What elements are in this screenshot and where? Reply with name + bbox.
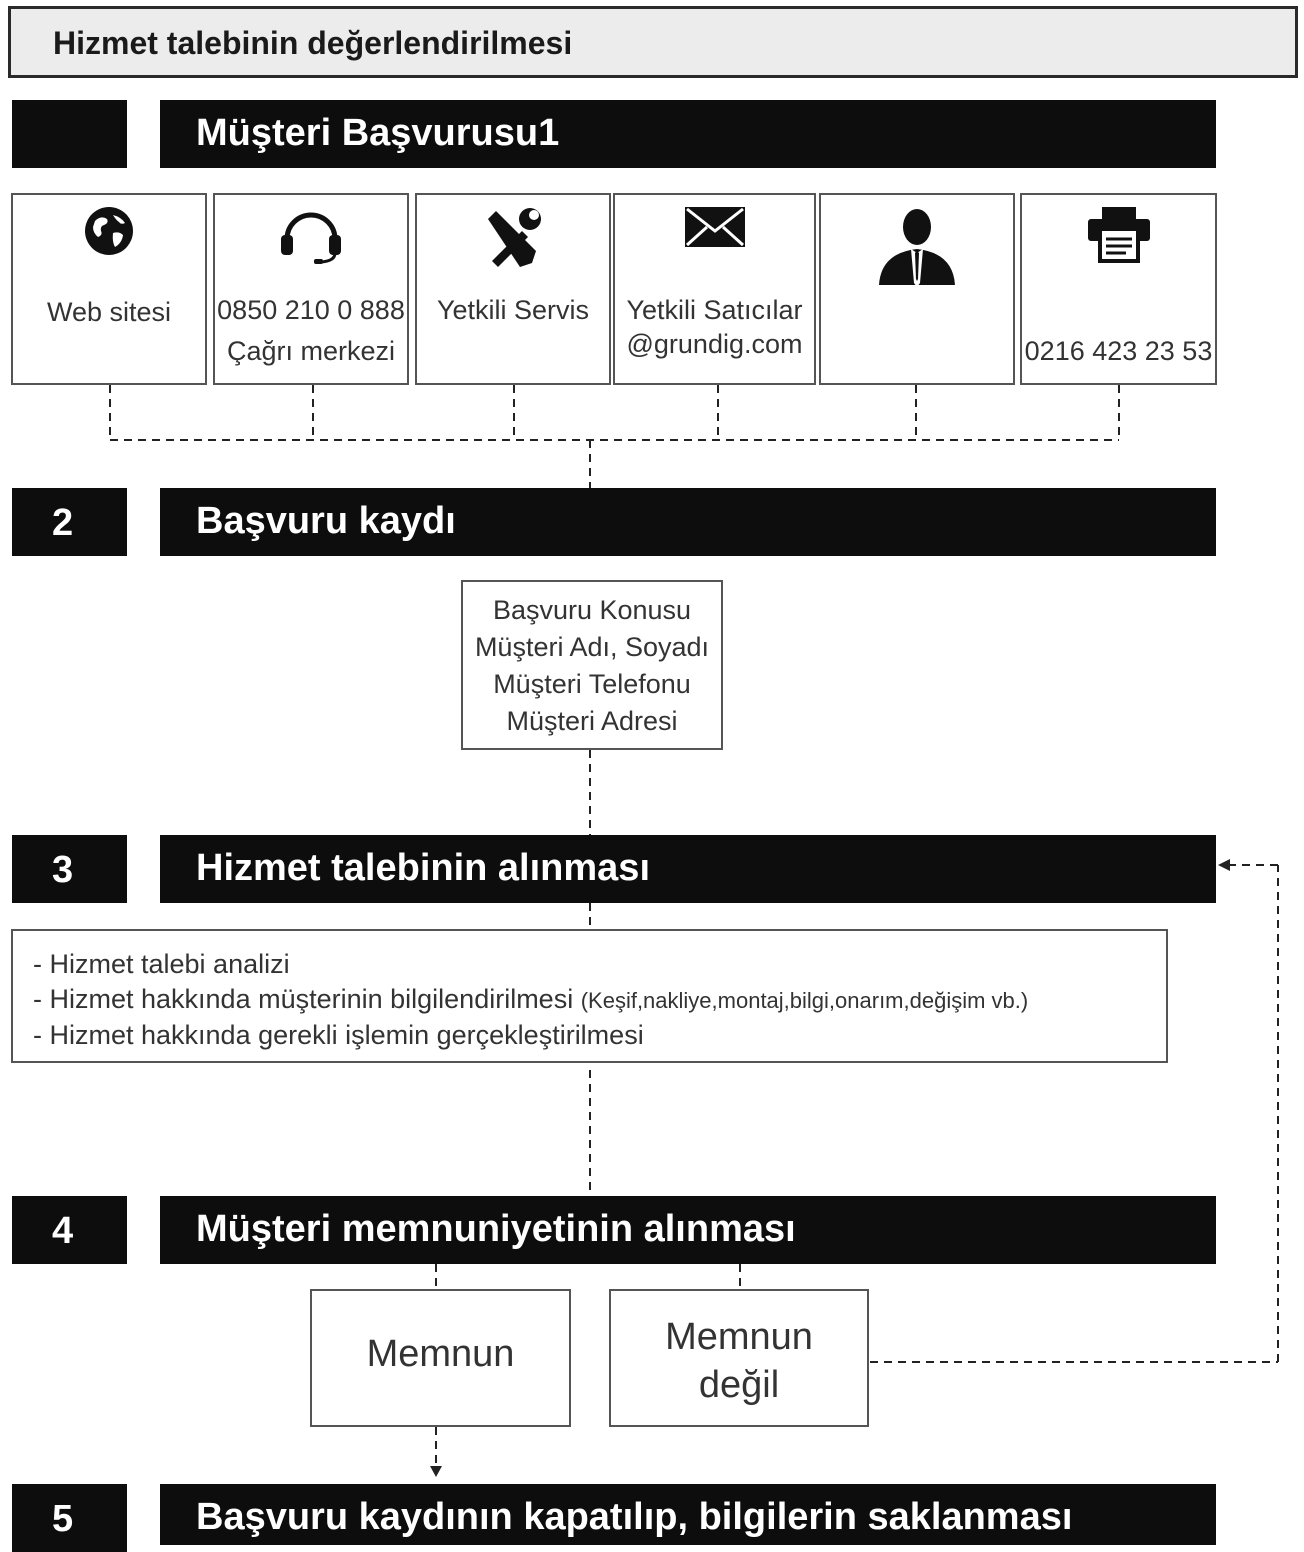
not-satisfied-box xyxy=(609,1289,869,1427)
field-subject: Başvuru Konusu xyxy=(492,595,692,625)
channel-in-person xyxy=(819,193,1015,385)
channel-call-center xyxy=(213,193,409,385)
person-icon xyxy=(821,205,1013,294)
satisfied-box xyxy=(310,1289,571,1427)
service-item-inform: - Hizmet hakkında müşterinin bilgilendirilmesi (Keşif,nakliye,montaj,bilgi,onarım,değişim vb.) xyxy=(33,984,1029,1014)
globe-icon xyxy=(13,205,205,262)
page-header xyxy=(8,6,1298,78)
channel-email xyxy=(613,193,816,385)
channel-web xyxy=(11,193,207,385)
envelope-icon xyxy=(615,205,814,254)
channel-email-label: Yetkili Satıcılar xyxy=(626,295,803,325)
channel-authorized-service xyxy=(415,193,611,385)
field-customer-name: Müşteri Adı, Soyadı xyxy=(474,632,710,662)
channel-call-center-label: Çağrı merkezi xyxy=(226,336,396,366)
step-3-number: 3 xyxy=(12,835,127,903)
not-satisfied-label-1: Memnun xyxy=(665,1316,813,1358)
channel-fax-phone: 0216 423 23 53 xyxy=(1024,336,1213,366)
satisfied-label: Memnun xyxy=(366,1333,515,1375)
channel-email-address: @grundig.com xyxy=(626,329,803,359)
channel-authorized-service-label: Yetkili Servis xyxy=(436,295,590,325)
arrow-left-icon xyxy=(1218,859,1230,871)
headset-icon xyxy=(215,205,407,270)
not-satisfied-label-2: değil xyxy=(698,1364,780,1406)
registration-fields-box xyxy=(461,580,723,750)
step-2-number: 2 xyxy=(12,488,127,556)
field-customer-phone: Müşteri Telefonu xyxy=(493,669,691,699)
service-details-box xyxy=(11,929,1168,1063)
service-item-analysis: - Hizmet talebi analizi xyxy=(33,949,290,979)
channel-call-center-phone: 0850 210 0 888 xyxy=(217,295,405,325)
step-4-number: 4 xyxy=(12,1196,127,1264)
step-4-title: Müşteri memnuniyetinin alınması xyxy=(160,1196,1216,1264)
step-5-title: Başvuru kaydının kapatılıp, bilgilerin saklanması xyxy=(160,1484,1216,1545)
step-5-number: 5 xyxy=(12,1484,127,1552)
channel-web-label: Web sitesi xyxy=(46,297,172,327)
service-item-inform-note: (Keşif,nakliye,montaj,bilgi,onarım,değişim vb.) xyxy=(580,988,1029,1013)
tools-icon xyxy=(417,205,609,276)
step-1-title: Müşteri Başvurusu1 xyxy=(160,100,1216,168)
step-1-number xyxy=(12,100,127,168)
step-2-title: Başvuru kaydı xyxy=(160,488,1216,556)
arrow-down-icon xyxy=(430,1466,442,1477)
page-title: Hizmet talebinin değerlendirilmesi xyxy=(53,25,573,61)
fax-icon xyxy=(1022,205,1215,268)
field-customer-address: Müşteri Adresi xyxy=(506,706,678,736)
step-3-title: Hizmet talebinin alınması xyxy=(160,835,1216,903)
channel-fax xyxy=(1020,193,1217,385)
service-item-perform: - Hizmet hakkında gerekli işlemin gerçekleştirilmesi xyxy=(33,1020,644,1050)
